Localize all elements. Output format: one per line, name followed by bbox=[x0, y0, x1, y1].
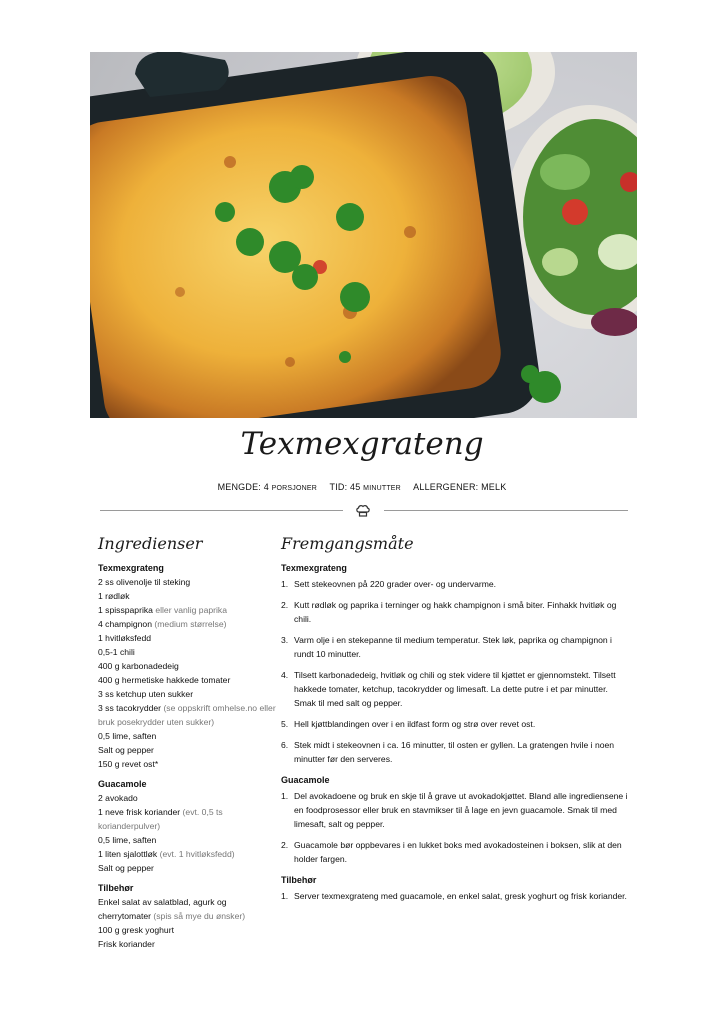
ingredient-item bbox=[98, 937, 278, 951]
method-step bbox=[281, 889, 631, 903]
allergen-value: MELK bbox=[481, 482, 507, 492]
ingredient-text: Enkel salat av salatblad, agurk og cherrytomater bbox=[98, 897, 227, 921]
step-number: 3. bbox=[281, 635, 289, 645]
time-label: TID: bbox=[329, 482, 348, 492]
ingredient-text: 4 champignon bbox=[98, 619, 152, 629]
method-section-title: Tilbehør bbox=[281, 875, 317, 885]
ingredient-item bbox=[98, 617, 278, 631]
amount-label: MENGDE: bbox=[217, 482, 261, 492]
method-list bbox=[281, 561, 631, 910]
ingredient-item bbox=[98, 743, 278, 757]
ingredient-item bbox=[98, 833, 278, 847]
allergen-label: ALLERGENER: bbox=[413, 482, 479, 492]
ingredient-item bbox=[98, 729, 278, 743]
ingredients-heading: Ingredienser bbox=[98, 534, 203, 553]
ingredient-note: (medium størrelse) bbox=[152, 619, 227, 629]
step-text: Hell kjøttblandingen over i en ildfast form og strø over revet ost. bbox=[294, 719, 536, 729]
step-text: Sett stekeovnen på 220 grader over- og undervarme. bbox=[294, 579, 497, 589]
time-unit: MINUTTER bbox=[363, 485, 401, 492]
ingredient-section-title: Guacamole bbox=[98, 779, 147, 789]
ingredient-text: 1 rødløk bbox=[98, 591, 130, 601]
method-step bbox=[281, 838, 631, 866]
ingredient-item bbox=[98, 645, 278, 659]
ingredients-list bbox=[98, 561, 278, 951]
step-text: Tilsett karbonadedeig, hvitløk og chili og stek videre til kjøttet er gjennomstekt. Tilsett hakkede tomater, ketchup, tacokrydder og limesaft. La dette putre i et par minutter. Smak til med salt og pepper. bbox=[294, 670, 616, 708]
ingredient-text: 1 hvitløksfedd bbox=[98, 633, 152, 643]
ingredient-text: 0,5 lime, saften bbox=[98, 731, 157, 741]
method-step bbox=[281, 577, 631, 591]
ingredient-text: Salt og pepper bbox=[98, 863, 154, 873]
ingredient-note: (evt. 0,5 ts korianderpulver) bbox=[98, 807, 223, 831]
step-number: 2. bbox=[281, 840, 289, 850]
ingredient-item bbox=[98, 659, 278, 673]
step-text: Guacamole bør oppbevares i en lukket boks med avokadosteinen i boksen, slik at den holder fargen. bbox=[294, 840, 622, 864]
ingredient-text: 400 g hermetiske hakkede tomater bbox=[98, 675, 231, 685]
ingredient-item bbox=[98, 757, 278, 771]
method-step bbox=[281, 717, 631, 731]
ingredient-text: 400 g karbonadedeig bbox=[98, 661, 179, 671]
ingredient-text: 1 spisspaprika bbox=[98, 605, 153, 615]
recipe-title: Texmexgrateng bbox=[240, 426, 484, 462]
ingredient-text: 100 g gresk yoghurt bbox=[98, 925, 174, 935]
ingredient-item bbox=[98, 687, 278, 701]
ingredient-section-title: Tilbehør bbox=[98, 883, 134, 893]
step-text: Varm olje i en stekepanne til medium temperatur. Stek løk, paprika og champignon i rundt 10 minutter. bbox=[294, 635, 612, 659]
step-text: Server texmexgrateng med guacamole, en enkel salat, gresk yoghurt og frisk koriander. bbox=[294, 891, 627, 901]
ingredient-item bbox=[98, 701, 278, 729]
ingredient-item bbox=[98, 631, 278, 645]
method-section-title: Texmexgrateng bbox=[281, 563, 347, 573]
ingredient-text: 1 liten sjalottløk bbox=[98, 849, 158, 859]
method-section-title: Guacamole bbox=[281, 775, 330, 785]
ingredient-text: 150 g revet ost* bbox=[98, 759, 159, 769]
method-step bbox=[281, 738, 631, 766]
method-step bbox=[281, 789, 631, 831]
ingredient-item bbox=[98, 575, 278, 589]
ingredient-item bbox=[98, 589, 278, 603]
step-number: 6. bbox=[281, 740, 289, 750]
ingredient-item bbox=[98, 791, 278, 805]
step-text: Stek midt i stekeovnen i ca. 16 minutter, til osten er gyllen. La gratengen hvile i noen minutter før den serveres. bbox=[294, 740, 615, 764]
step-text: Kutt rødløk og paprika i terninger og hakk champignon i små biter. Finhakk hvitløk og chili. bbox=[294, 600, 617, 624]
step-number: 2. bbox=[281, 600, 289, 610]
divider-left bbox=[100, 510, 343, 511]
ingredient-note: eller vanlig paprika bbox=[152, 605, 227, 615]
method-step-list bbox=[281, 789, 631, 866]
step-number: 4. bbox=[281, 670, 289, 680]
chef-hat-icon bbox=[355, 503, 371, 519]
ingredient-note: (evt. 1 hvitløksfedd) bbox=[157, 849, 235, 859]
ingredient-note: (spis så mye du ønsker) bbox=[151, 911, 246, 921]
method-step bbox=[281, 668, 631, 710]
ingredient-item bbox=[98, 923, 278, 937]
amount-value: 4 bbox=[263, 482, 269, 492]
ingredient-text: 3 ss ketchup uten sukker bbox=[98, 689, 194, 699]
method-step-list bbox=[281, 889, 631, 903]
step-number: 5. bbox=[281, 719, 289, 729]
ingredient-text: 1 neve frisk koriander bbox=[98, 807, 181, 817]
method-step bbox=[281, 598, 631, 626]
recipe-photo bbox=[90, 52, 637, 418]
step-text: Del avokadoene og bruk en skje til å grave ut avokadokjøttet. Bland alle ingrediensene i en foodprosessor eller bruk en stavmikser til å lage en jevn guacamole. Smak til med limesaft, salt og pepper. bbox=[294, 791, 628, 829]
ingredient-section-title: Texmexgrateng bbox=[98, 563, 164, 573]
ingredient-text: 2 avokado bbox=[98, 793, 138, 803]
ingredient-text: Salt og pepper bbox=[98, 745, 154, 755]
method-step bbox=[281, 633, 631, 661]
method-step-list bbox=[281, 577, 631, 766]
step-number: 1. bbox=[281, 891, 289, 901]
ingredient-item bbox=[98, 861, 278, 875]
step-number: 1. bbox=[281, 791, 289, 801]
ingredient-text: 0,5-1 chili bbox=[98, 647, 135, 657]
divider-right bbox=[384, 510, 628, 511]
ingredient-item bbox=[98, 895, 278, 923]
ingredient-text: 2 ss olivenolje til steking bbox=[98, 577, 191, 587]
method-heading: Fremgangsmåte bbox=[281, 534, 414, 553]
time-value: 45 bbox=[350, 482, 361, 492]
ingredient-text: Frisk koriander bbox=[98, 939, 155, 949]
ingredient-item bbox=[98, 847, 278, 861]
step-number: 1. bbox=[281, 579, 289, 589]
ingredient-item bbox=[98, 673, 278, 687]
ingredient-item bbox=[98, 805, 278, 833]
ingredient-text: 3 ss tacokrydder bbox=[98, 703, 162, 713]
ingredient-note: (se oppskrift omhelse.no eller bruk posekrydder uten sukker) bbox=[98, 703, 276, 727]
amount-unit: PORSJONER bbox=[271, 485, 317, 492]
ingredient-text: 0,5 lime, saften bbox=[98, 835, 157, 845]
recipe-meta bbox=[0, 482, 724, 492]
ingredient-item bbox=[98, 603, 278, 617]
